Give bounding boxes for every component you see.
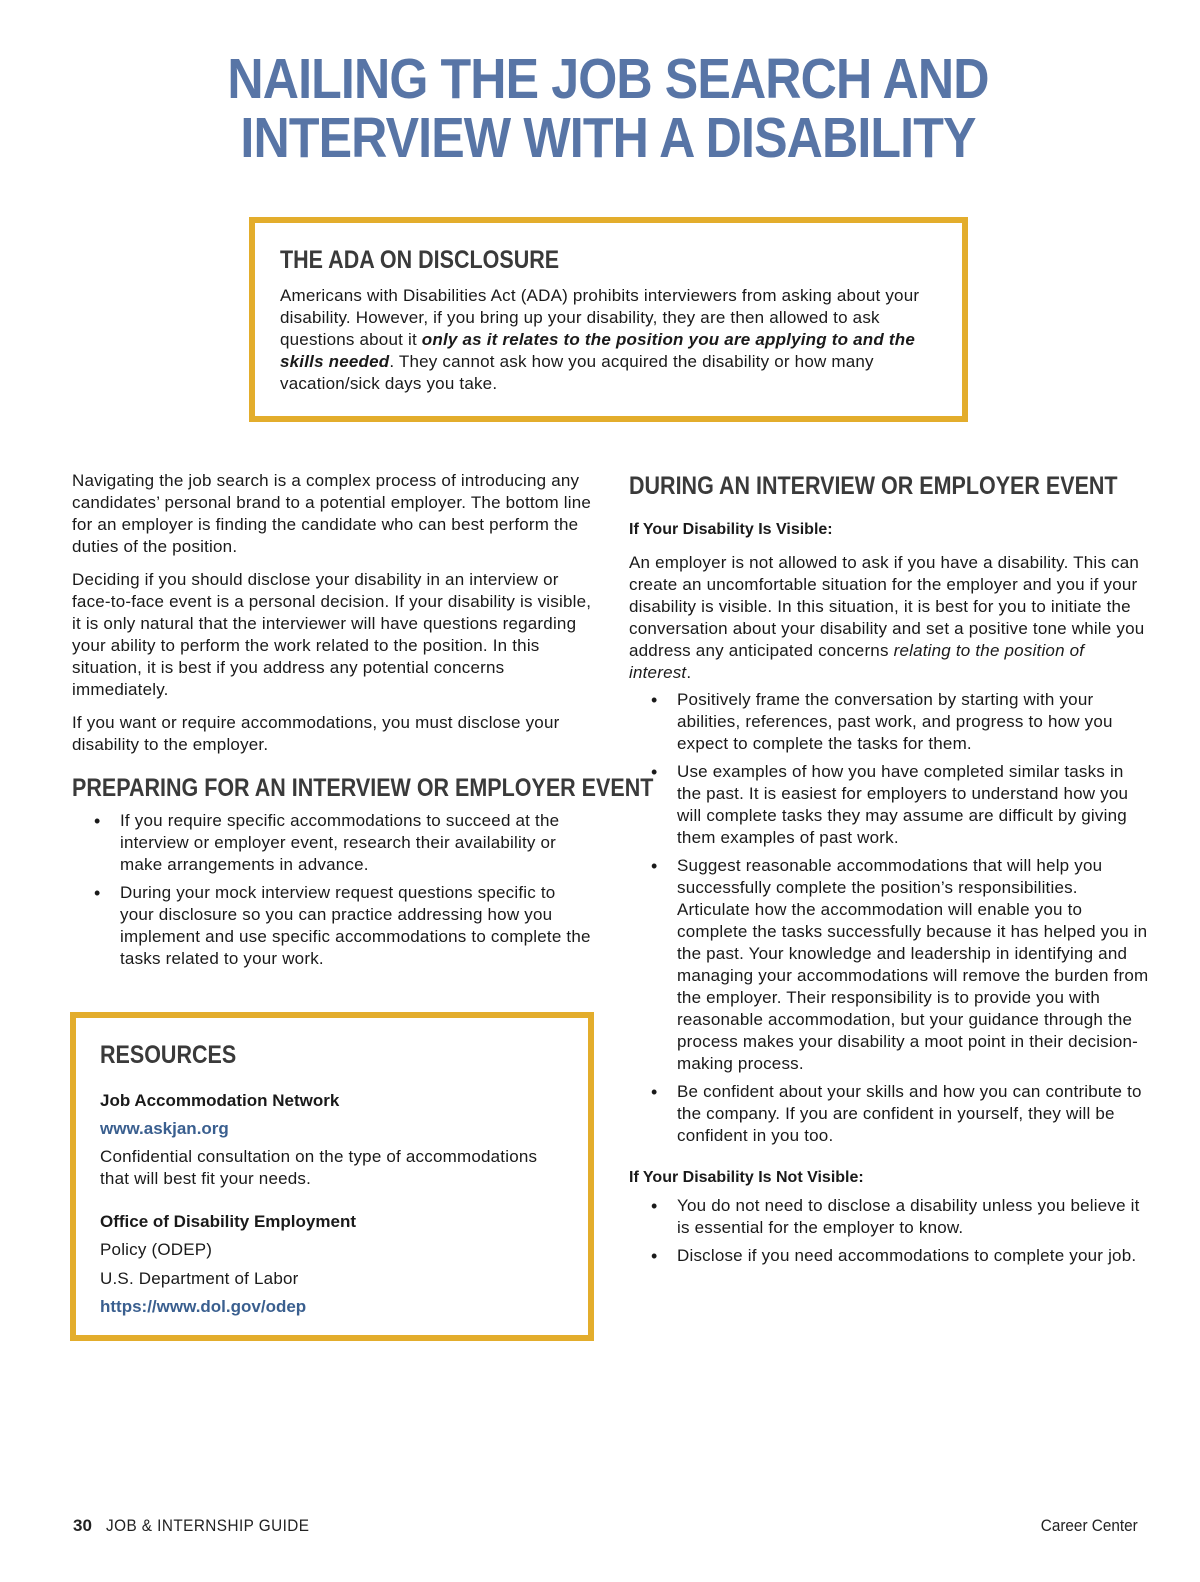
page-number: 30 [73,1516,92,1535]
page-title-line-2: INTERVIEW WITH A DISABILITY [240,106,976,170]
accommodations-paragraph: If you want or require accommodations, you must disclose your disability to the employer. [72,713,560,754]
page-title [73,47,1143,170]
disclosure-paragraph: Deciding if you should disclose your disability in an interview or face-to-face event is a personal decision. If your disability is visible, it is only natural that the interviewer will have questions regarding your ability to perform the work related to the position. In this situation, it is best if you address any potential concerns immediately. [72,570,592,699]
right-column [629,470,1149,1273]
odep-policy: Policy (ODEP) [100,1240,213,1259]
jan-link[interactable]: www.askjan.org [100,1119,229,1138]
not-visible-list [629,1195,1149,1267]
not-visible-subhead: If Your Disability Is Not Visible: [629,1169,864,1186]
visible-subhead: If Your Disability Is Visible: [629,521,833,538]
list-item: • You do not need to disclose a disability unless you believe it is essential for the employer to know. [629,1195,1149,1239]
footer-organization: Career Center [1041,1516,1138,1535]
visible-paragraph [629,552,1149,684]
list-item: • Disclose if you need accommodations to complete your job. [629,1245,1149,1267]
resources-heading: RESOURCES [100,1041,237,1069]
list-item: • During your mock interview request questions specific to your disclosure so you can practice addressing how you implement and use specific accommodations to complete the tasks related to your work. [72,882,592,970]
ada-text [280,285,934,395]
resources-box [70,1012,594,1341]
odep-department: U.S. Department of Labor [100,1269,299,1288]
guide-title: JOB & INTERNSHIP GUIDE [105,1516,310,1535]
preparing-list [72,810,592,970]
odep-name: Office of Disability Employment [100,1212,356,1231]
list-item: • If you require specific accommodations to succeed at the interview or employer event, research their availability or make arrangements in advance. [72,810,592,876]
page-title-line-1: NAILING THE JOB SEARCH AND [227,47,989,111]
intro-paragraph: Navigating the job search is a complex process of introducing any candidates’ personal brand to a potential employer. The bottom line for an employer is finding the candidate who can best perform the duties of the position. [72,471,592,556]
ada-heading: THE ADA ON DISCLOSURE [280,246,560,274]
list-item: • Use examples of how you have completed similar tasks in the past. It is easiest for employers to understand how you will complete tasks they may assume are difficult by giving them examples of past work. [629,761,1149,849]
preparing-heading: PREPARING FOR AN INTERVIEW OR EMPLOYER EVENT [72,774,654,802]
during-heading: DURING AN INTERVIEW OR EMPLOYER EVENT [629,472,1118,500]
visible-list [629,689,1149,1147]
footer-left [73,1516,332,1536]
list-item: • Positively frame the conversation by starting with your abilities, references, past work, and progress to how you expect to complete the tasks for them. [629,689,1149,755]
jan-description: Confidential consultation on the type of accommodations that will best fit your needs. [100,1147,538,1188]
ada-text-start: Americans with Disabilities Act (ADA) prohibits interviewers from asking about your disability. However, if you bring up your disability, they are then allowed to ask questions about it [280,286,920,349]
jan-name: Job Accommodation Network [100,1091,340,1110]
visible-text-end: . [686,663,692,682]
ada-text-end: . They cannot ask how you acquired the disability or how many vacation/sick days you take. [280,352,874,393]
list-item: • Be confident about your skills and how you can contribute to the company. If you are confident in yourself, they will be confident in you too. [629,1081,1149,1147]
visible-text-italic: relating to the position of interest [629,641,1085,682]
left-column [72,470,654,976]
visible-text-start: An employer is not allowed to ask if you have a disability. This can create an uncomfortable situation for the employer and you if your disability is visible. In this situation, it is best for you to initiate the conversation about your disability and set a positive tone while you address any anticipated concerns [629,553,1145,660]
odep-link[interactable]: https://www.dol.gov/odep [100,1297,307,1316]
ada-disclosure-box [249,217,968,422]
ada-text-emphasis: only as it relates to the position you are applying to and the skills needed [280,330,915,371]
list-item: • Suggest reasonable accommodations that will help you successfully complete the position’s responsibilities. Articulate how the accommodation will enable you to complete the tasks successfully because it has helped you in the past. Your knowledge and leadership in identifying and managing your accommodations will remove the burden from the employer. Their responsibility is to provide you with reasonable accommodation, but your guidance through the process makes your disability a moot point in their decision-making process. [629,855,1149,1075]
